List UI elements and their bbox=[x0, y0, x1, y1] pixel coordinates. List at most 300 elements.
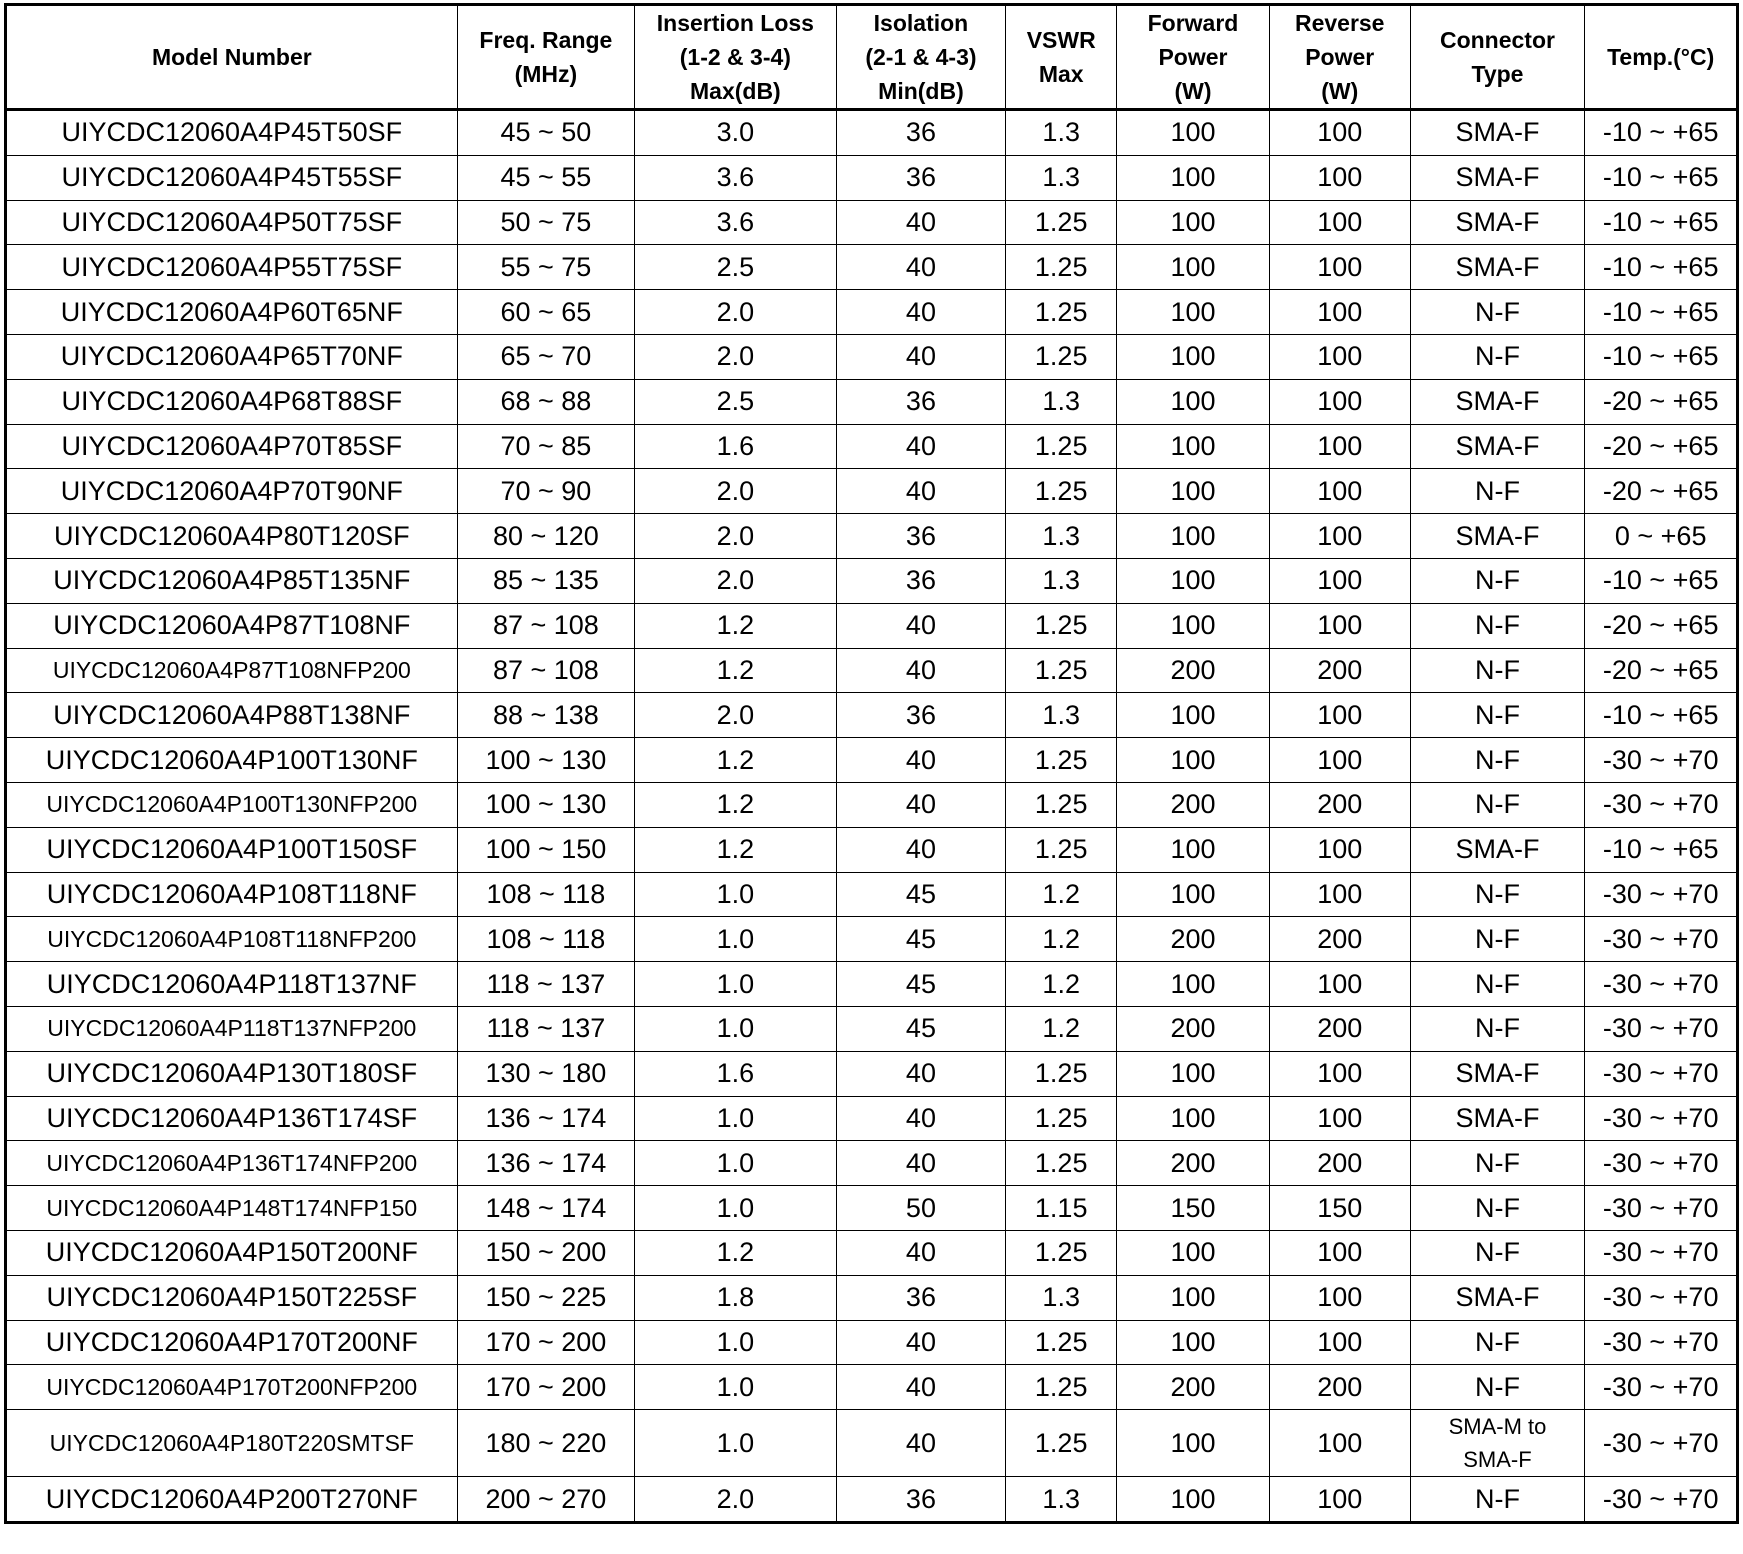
cell-temperature: -30 ~ +70 bbox=[1585, 738, 1738, 783]
cell-reverse-power: 200 bbox=[1269, 917, 1410, 962]
cell-reverse-power: 100 bbox=[1269, 962, 1410, 1007]
cell-forward-power: 200 bbox=[1117, 1141, 1270, 1186]
cell-temperature: -30 ~ +70 bbox=[1585, 917, 1738, 962]
cell-isolation: 45 bbox=[836, 1006, 1006, 1051]
header-line: (2-1 & 4-3) bbox=[865, 44, 977, 70]
cell-freq-range: 65 ~ 70 bbox=[457, 334, 634, 379]
cell-model-number: UIYCDC12060A4P136T174SF bbox=[6, 1096, 458, 1141]
cell-insertion-loss: 1.2 bbox=[635, 648, 837, 693]
cell-vswr: 1.25 bbox=[1006, 1230, 1117, 1275]
cell-reverse-power: 100 bbox=[1269, 1477, 1410, 1523]
cell-reverse-power: 100 bbox=[1269, 1051, 1410, 1096]
cell-reverse-power: 100 bbox=[1269, 1096, 1410, 1141]
cell-vswr: 1.2 bbox=[1006, 1006, 1117, 1051]
cell-model-number: UIYCDC12060A4P200T270NF bbox=[6, 1477, 458, 1523]
cell-temperature: -20 ~ +65 bbox=[1585, 379, 1738, 424]
cell-reverse-power: 100 bbox=[1269, 603, 1410, 648]
cell-forward-power: 100 bbox=[1117, 245, 1270, 290]
cell-forward-power: 100 bbox=[1117, 1275, 1270, 1320]
cell-connector-type: N-F bbox=[1410, 648, 1585, 693]
cell-vswr: 1.25 bbox=[1006, 603, 1117, 648]
cell-isolation: 40 bbox=[836, 1320, 1006, 1365]
cell-freq-range: 87 ~ 108 bbox=[457, 603, 634, 648]
cell-temperature: -30 ~ +70 bbox=[1585, 1477, 1738, 1523]
cell-vswr: 1.3 bbox=[1006, 558, 1117, 603]
cell-vswr: 1.3 bbox=[1006, 379, 1117, 424]
cell-model-number: UIYCDC12060A4P100T130NF bbox=[6, 738, 458, 783]
header-insertion-loss bbox=[635, 5, 837, 110]
cell-isolation: 40 bbox=[836, 782, 1006, 827]
cell-reverse-power: 100 bbox=[1269, 245, 1410, 290]
cell-forward-power: 100 bbox=[1117, 827, 1270, 872]
header-line: Insertion Loss bbox=[656, 10, 814, 36]
cell-reverse-power: 200 bbox=[1269, 1365, 1410, 1410]
cell-connector-type: SMA-F bbox=[1410, 155, 1585, 200]
cell-forward-power: 100 bbox=[1117, 514, 1270, 559]
cell-isolation: 40 bbox=[836, 1051, 1006, 1096]
cell-isolation: 40 bbox=[836, 1410, 1006, 1477]
cell-model-number: UIYCDC12060A4P87T108NFP200 bbox=[6, 648, 458, 693]
cell-vswr: 1.25 bbox=[1006, 827, 1117, 872]
cell-connector-type: N-F bbox=[1410, 917, 1585, 962]
cell-insertion-loss: 2.0 bbox=[635, 558, 837, 603]
table-row bbox=[6, 1320, 1738, 1365]
cell-vswr: 1.25 bbox=[1006, 469, 1117, 514]
cell-temperature: -20 ~ +65 bbox=[1585, 648, 1738, 693]
cell-isolation: 40 bbox=[836, 603, 1006, 648]
header-line: (1-2 & 3-4) bbox=[679, 44, 791, 70]
cell-isolation: 36 bbox=[836, 1477, 1006, 1523]
header-isolation bbox=[836, 5, 1006, 110]
cell-freq-range: 87 ~ 108 bbox=[457, 648, 634, 693]
cell-connector-type: SMA-F bbox=[1410, 827, 1585, 872]
cell-reverse-power: 100 bbox=[1269, 1230, 1410, 1275]
header-forward-power bbox=[1117, 5, 1270, 110]
cell-model-number: UIYCDC12060A4P108T118NFP200 bbox=[6, 917, 458, 962]
cell-connector-type: N-F bbox=[1410, 962, 1585, 1007]
cell-forward-power: 100 bbox=[1117, 693, 1270, 738]
table-row bbox=[6, 1477, 1738, 1523]
cell-temperature: -10 ~ +65 bbox=[1585, 290, 1738, 335]
cell-reverse-power: 100 bbox=[1269, 1275, 1410, 1320]
table-row bbox=[6, 1230, 1738, 1275]
cell-vswr: 1.25 bbox=[1006, 245, 1117, 290]
header-line: Reverse bbox=[1294, 10, 1385, 36]
cell-connector-type: SMA-F bbox=[1410, 110, 1585, 156]
table-row bbox=[6, 1186, 1738, 1231]
table-row bbox=[6, 469, 1738, 514]
table-row bbox=[6, 1365, 1738, 1410]
cell-insertion-loss: 2.0 bbox=[635, 290, 837, 335]
cell-forward-power: 150 bbox=[1117, 1186, 1270, 1231]
cell-forward-power: 100 bbox=[1117, 155, 1270, 200]
cell-temperature: -30 ~ +70 bbox=[1585, 782, 1738, 827]
cell-freq-range: 80 ~ 120 bbox=[457, 514, 634, 559]
cell-connector-type: N-F bbox=[1410, 469, 1585, 514]
cell-reverse-power: 100 bbox=[1269, 200, 1410, 245]
table-row bbox=[6, 962, 1738, 1007]
cell-temperature: -30 ~ +70 bbox=[1585, 1320, 1738, 1365]
cell-isolation: 40 bbox=[836, 738, 1006, 783]
cell-isolation: 40 bbox=[836, 648, 1006, 693]
cell-insertion-loss: 2.0 bbox=[635, 514, 837, 559]
cell-connector-type: N-F bbox=[1410, 1477, 1585, 1523]
cell-connector-type: SMA-F bbox=[1410, 1051, 1585, 1096]
cell-freq-range: 68 ~ 88 bbox=[457, 379, 634, 424]
cell-freq-range: 50 ~ 75 bbox=[457, 200, 634, 245]
cell-model-number: UIYCDC12060A4P85T135NF bbox=[6, 558, 458, 603]
cell-freq-range: 70 ~ 85 bbox=[457, 424, 634, 469]
cell-vswr: 1.3 bbox=[1006, 693, 1117, 738]
table-row bbox=[6, 155, 1738, 200]
cell-vswr: 1.3 bbox=[1006, 110, 1117, 156]
cell-isolation: 36 bbox=[836, 693, 1006, 738]
cell-model-number: UIYCDC12060A4P45T55SF bbox=[6, 155, 458, 200]
cell-vswr: 1.25 bbox=[1006, 424, 1117, 469]
cell-connector-type: SMA-F bbox=[1410, 245, 1585, 290]
cell-insertion-loss: 2.5 bbox=[635, 379, 837, 424]
cell-insertion-loss: 1.0 bbox=[635, 1365, 837, 1410]
table-row bbox=[6, 1141, 1738, 1186]
cell-model-number: UIYCDC12060A4P136T174NFP200 bbox=[6, 1141, 458, 1186]
cell-forward-power: 200 bbox=[1117, 917, 1270, 962]
cell-connector-type: N-F bbox=[1410, 1186, 1585, 1231]
cell-model-number: UIYCDC12060A4P108T118NF bbox=[6, 872, 458, 917]
cell-isolation: 40 bbox=[836, 424, 1006, 469]
cell-forward-power: 100 bbox=[1117, 1320, 1270, 1365]
cell-forward-power: 100 bbox=[1117, 1477, 1270, 1523]
cell-reverse-power: 100 bbox=[1269, 469, 1410, 514]
cell-temperature: -10 ~ +65 bbox=[1585, 245, 1738, 290]
table-row bbox=[6, 290, 1738, 335]
cell-temperature: -30 ~ +70 bbox=[1585, 1141, 1738, 1186]
cell-insertion-loss: 1.0 bbox=[635, 872, 837, 917]
cell-temperature: -10 ~ +65 bbox=[1585, 200, 1738, 245]
cell-freq-range: 100 ~ 150 bbox=[457, 827, 634, 872]
cell-temperature: -10 ~ +65 bbox=[1585, 155, 1738, 200]
cell-freq-range: 118 ~ 137 bbox=[457, 1006, 634, 1051]
cell-forward-power: 100 bbox=[1117, 1410, 1270, 1477]
cell-reverse-power: 100 bbox=[1269, 424, 1410, 469]
table-body bbox=[6, 110, 1738, 1523]
cell-vswr: 1.25 bbox=[1006, 1051, 1117, 1096]
spec-table bbox=[4, 3, 1739, 1524]
cell-freq-range: 60 ~ 65 bbox=[457, 290, 634, 335]
cell-freq-range: 150 ~ 200 bbox=[457, 1230, 634, 1275]
cell-temperature: -30 ~ +70 bbox=[1585, 1365, 1738, 1410]
cell-reverse-power: 100 bbox=[1269, 872, 1410, 917]
cell-insertion-loss: 1.6 bbox=[635, 424, 837, 469]
cell-temperature: -30 ~ +70 bbox=[1585, 1186, 1738, 1231]
cell-reverse-power: 100 bbox=[1269, 693, 1410, 738]
cell-insertion-loss: 2.0 bbox=[635, 693, 837, 738]
cell-forward-power: 100 bbox=[1117, 424, 1270, 469]
cell-reverse-power: 100 bbox=[1269, 1320, 1410, 1365]
cell-model-number: UIYCDC12060A4P100T130NFP200 bbox=[6, 782, 458, 827]
cell-freq-range: 108 ~ 118 bbox=[457, 872, 634, 917]
cell-forward-power: 100 bbox=[1117, 558, 1270, 603]
cell-insertion-loss: 1.2 bbox=[635, 738, 837, 783]
table-row bbox=[6, 872, 1738, 917]
cell-connector-type: SMA-F bbox=[1410, 424, 1585, 469]
cell-forward-power: 100 bbox=[1117, 290, 1270, 335]
cell-temperature: -10 ~ +65 bbox=[1585, 827, 1738, 872]
header-line: Model Number bbox=[151, 44, 312, 70]
cell-connector-type: N-F bbox=[1410, 1365, 1585, 1410]
cell-vswr: 1.3 bbox=[1006, 1477, 1117, 1523]
cell-isolation: 40 bbox=[836, 1141, 1006, 1186]
cell-model-number: UIYCDC12060A4P130T180SF bbox=[6, 1051, 458, 1096]
cell-isolation: 36 bbox=[836, 558, 1006, 603]
header-line: Max bbox=[1038, 61, 1084, 87]
cell-model-number: UIYCDC12060A4P68T88SF bbox=[6, 379, 458, 424]
table-row bbox=[6, 200, 1738, 245]
cell-isolation: 36 bbox=[836, 379, 1006, 424]
cell-freq-range: 45 ~ 50 bbox=[457, 110, 634, 156]
cell-reverse-power: 100 bbox=[1269, 155, 1410, 200]
cell-connector-type: N-F bbox=[1410, 1006, 1585, 1051]
cell-vswr: 1.25 bbox=[1006, 738, 1117, 783]
cell-freq-range: 130 ~ 180 bbox=[457, 1051, 634, 1096]
cell-model-number: UIYCDC12060A4P70T85SF bbox=[6, 424, 458, 469]
cell-reverse-power: 200 bbox=[1269, 648, 1410, 693]
cell-reverse-power: 100 bbox=[1269, 110, 1410, 156]
cell-forward-power: 100 bbox=[1117, 379, 1270, 424]
cell-connector-type: SMA-F bbox=[1410, 379, 1585, 424]
cell-forward-power: 100 bbox=[1117, 872, 1270, 917]
cell-reverse-power: 200 bbox=[1269, 782, 1410, 827]
cell-freq-range: 136 ~ 174 bbox=[457, 1096, 634, 1141]
cell-temperature: -20 ~ +65 bbox=[1585, 603, 1738, 648]
cell-model-number: UIYCDC12060A4P150T200NF bbox=[6, 1230, 458, 1275]
cell-forward-power: 200 bbox=[1117, 1006, 1270, 1051]
table-row bbox=[6, 514, 1738, 559]
cell-model-number: UIYCDC12060A4P60T65NF bbox=[6, 290, 458, 335]
cell-connector-type: N-F bbox=[1410, 603, 1585, 648]
header-line: Power bbox=[1158, 44, 1228, 70]
cell-temperature: -30 ~ +70 bbox=[1585, 1275, 1738, 1320]
cell-model-number: UIYCDC12060A4P45T50SF bbox=[6, 110, 458, 156]
cell-freq-range: 170 ~ 200 bbox=[457, 1320, 634, 1365]
cell-freq-range: 85 ~ 135 bbox=[457, 558, 634, 603]
cell-connector-type: N-F bbox=[1410, 693, 1585, 738]
cell-connector-type: SMA-F bbox=[1410, 514, 1585, 559]
cell-isolation: 40 bbox=[836, 469, 1006, 514]
cell-insertion-loss: 1.0 bbox=[635, 962, 837, 1007]
cell-forward-power: 200 bbox=[1117, 648, 1270, 693]
cell-temperature: -10 ~ +65 bbox=[1585, 693, 1738, 738]
cell-model-number: UIYCDC12060A4P170T200NF bbox=[6, 1320, 458, 1365]
table-row bbox=[6, 334, 1738, 379]
cell-insertion-loss: 1.0 bbox=[635, 1320, 837, 1365]
table-row bbox=[6, 693, 1738, 738]
cell-reverse-power: 100 bbox=[1269, 379, 1410, 424]
cell-freq-range: 170 ~ 200 bbox=[457, 1365, 634, 1410]
cell-connector-type: N-F bbox=[1410, 872, 1585, 917]
cell-forward-power: 100 bbox=[1117, 603, 1270, 648]
table-row bbox=[6, 424, 1738, 469]
cell-insertion-loss: 1.0 bbox=[635, 1410, 837, 1477]
cell-isolation: 40 bbox=[836, 334, 1006, 379]
cell-reverse-power: 100 bbox=[1269, 290, 1410, 335]
cell-isolation: 36 bbox=[836, 155, 1006, 200]
cell-vswr: 1.3 bbox=[1006, 1275, 1117, 1320]
cell-temperature: -30 ~ +70 bbox=[1585, 1051, 1738, 1096]
cell-forward-power: 200 bbox=[1117, 1365, 1270, 1410]
cell-freq-range: 70 ~ 90 bbox=[457, 469, 634, 514]
cell-temperature: -20 ~ +65 bbox=[1585, 469, 1738, 514]
cell-connector-type: N-F bbox=[1410, 782, 1585, 827]
cell-insertion-loss: 1.8 bbox=[635, 1275, 837, 1320]
cell-model-number: UIYCDC12060A4P100T150SF bbox=[6, 827, 458, 872]
cell-isolation: 45 bbox=[836, 917, 1006, 962]
header-line: VSWR bbox=[1026, 27, 1096, 53]
cell-isolation: 40 bbox=[836, 1230, 1006, 1275]
cell-connector-type: N-F bbox=[1410, 738, 1585, 783]
header-model-number bbox=[6, 5, 458, 110]
table-row bbox=[6, 1051, 1738, 1096]
cell-vswr: 1.2 bbox=[1006, 917, 1117, 962]
cell-insertion-loss: 1.2 bbox=[635, 827, 837, 872]
cell-insertion-loss: 2.5 bbox=[635, 245, 837, 290]
cell-freq-range: 100 ~ 130 bbox=[457, 782, 634, 827]
cell-insertion-loss: 1.2 bbox=[635, 782, 837, 827]
cell-reverse-power: 100 bbox=[1269, 827, 1410, 872]
cell-temperature: 0 ~ +65 bbox=[1585, 514, 1738, 559]
cell-vswr: 1.25 bbox=[1006, 334, 1117, 379]
cell-forward-power: 200 bbox=[1117, 782, 1270, 827]
cell-freq-range: 136 ~ 174 bbox=[457, 1141, 634, 1186]
cell-freq-range: 148 ~ 174 bbox=[457, 1186, 634, 1231]
cell-model-number: UIYCDC12060A4P80T120SF bbox=[6, 514, 458, 559]
cell-connector-type: SMA-F bbox=[1410, 200, 1585, 245]
cell-model-number: UIYCDC12060A4P55T75SF bbox=[6, 245, 458, 290]
cell-insertion-loss: 1.0 bbox=[635, 1141, 837, 1186]
header-line: (MHz) bbox=[514, 61, 578, 87]
table-row bbox=[6, 782, 1738, 827]
cell-model-number: UIYCDC12060A4P87T108NF bbox=[6, 603, 458, 648]
cell-connector-type: N-F bbox=[1410, 1141, 1585, 1186]
cell-vswr: 1.25 bbox=[1006, 782, 1117, 827]
cell-connector-type: N-F bbox=[1410, 290, 1585, 335]
cell-temperature: -30 ~ +70 bbox=[1585, 1096, 1738, 1141]
cell-connector-type: N-F bbox=[1410, 1230, 1585, 1275]
cell-isolation: 40 bbox=[836, 827, 1006, 872]
header-line: Power bbox=[1305, 44, 1375, 70]
cell-vswr: 1.3 bbox=[1006, 155, 1117, 200]
header-line: Temp.(°C) bbox=[1607, 44, 1715, 70]
table-row bbox=[6, 917, 1738, 962]
cell-connector-type: N-F bbox=[1410, 1320, 1585, 1365]
cell-isolation: 40 bbox=[836, 1365, 1006, 1410]
cell-connector-type: SMA-F bbox=[1410, 1096, 1585, 1141]
cell-reverse-power: 100 bbox=[1269, 738, 1410, 783]
header-line: Min(dB) bbox=[878, 78, 964, 104]
table-row bbox=[6, 245, 1738, 290]
table-row bbox=[6, 1410, 1738, 1477]
table-row bbox=[6, 1096, 1738, 1141]
cell-temperature: -10 ~ +65 bbox=[1585, 334, 1738, 379]
table-row bbox=[6, 603, 1738, 648]
header-vswr bbox=[1006, 5, 1117, 110]
cell-vswr: 1.25 bbox=[1006, 290, 1117, 335]
cell-forward-power: 100 bbox=[1117, 1230, 1270, 1275]
cell-connector-type: N-F bbox=[1410, 334, 1585, 379]
cell-vswr: 1.25 bbox=[1006, 648, 1117, 693]
cell-model-number: UIYCDC12060A4P148T174NFP150 bbox=[6, 1186, 458, 1231]
cell-insertion-loss: 3.6 bbox=[635, 200, 837, 245]
cell-temperature: -10 ~ +65 bbox=[1585, 110, 1738, 156]
cell-isolation: 40 bbox=[836, 1096, 1006, 1141]
cell-model-number: UIYCDC12060A4P180T220SMTSF bbox=[6, 1410, 458, 1477]
header-freq-range bbox=[457, 5, 634, 110]
header-line: Freq. Range bbox=[479, 27, 613, 53]
cell-forward-power: 100 bbox=[1117, 1051, 1270, 1096]
header-line: Forward bbox=[1147, 10, 1239, 36]
cell-freq-range: 150 ~ 225 bbox=[457, 1275, 634, 1320]
cell-insertion-loss: 1.2 bbox=[635, 1230, 837, 1275]
cell-isolation: 45 bbox=[836, 872, 1006, 917]
header-line: (W) bbox=[1321, 78, 1359, 104]
cell-isolation: 50 bbox=[836, 1186, 1006, 1231]
cell-model-number: UIYCDC12060A4P118T137NF bbox=[6, 962, 458, 1007]
cell-connector-type: SMA-F bbox=[1410, 1275, 1585, 1320]
cell-freq-range: 200 ~ 270 bbox=[457, 1477, 634, 1523]
cell-reverse-power: 100 bbox=[1269, 558, 1410, 603]
cell-vswr: 1.2 bbox=[1006, 962, 1117, 1007]
table-row bbox=[6, 110, 1738, 156]
cell-isolation: 40 bbox=[836, 245, 1006, 290]
header-line: Max(dB) bbox=[690, 78, 781, 104]
cell-model-number: UIYCDC12060A4P150T225SF bbox=[6, 1275, 458, 1320]
cell-freq-range: 55 ~ 75 bbox=[457, 245, 634, 290]
cell-reverse-power: 100 bbox=[1269, 514, 1410, 559]
cell-vswr: 1.25 bbox=[1006, 1096, 1117, 1141]
table-row bbox=[6, 558, 1738, 603]
header-reverse-power bbox=[1269, 5, 1410, 110]
cell-model-number: UIYCDC12060A4P70T90NF bbox=[6, 469, 458, 514]
cell-insertion-loss: 1.0 bbox=[635, 1006, 837, 1051]
table-row bbox=[6, 379, 1738, 424]
cell-connector-type: SMA-M to SMA-F bbox=[1410, 1410, 1585, 1477]
cell-forward-power: 100 bbox=[1117, 962, 1270, 1007]
cell-temperature: -30 ~ +70 bbox=[1585, 962, 1738, 1007]
cell-model-number: UIYCDC12060A4P170T200NFP200 bbox=[6, 1365, 458, 1410]
table-row bbox=[6, 738, 1738, 783]
cell-vswr: 1.25 bbox=[1006, 1141, 1117, 1186]
cell-model-number: UIYCDC12060A4P65T70NF bbox=[6, 334, 458, 379]
cell-vswr: 1.25 bbox=[1006, 1320, 1117, 1365]
table-row bbox=[6, 1275, 1738, 1320]
cell-forward-power: 100 bbox=[1117, 738, 1270, 783]
cell-insertion-loss: 1.0 bbox=[635, 1096, 837, 1141]
cell-insertion-loss: 2.0 bbox=[635, 1477, 837, 1523]
cell-isolation: 45 bbox=[836, 962, 1006, 1007]
cell-freq-range: 88 ~ 138 bbox=[457, 693, 634, 738]
header-line: Isolation bbox=[873, 10, 969, 36]
header-connector-type bbox=[1410, 5, 1585, 110]
cell-insertion-loss: 2.0 bbox=[635, 334, 837, 379]
cell-isolation: 36 bbox=[836, 110, 1006, 156]
header-line: Connector bbox=[1439, 27, 1555, 53]
cell-vswr: 1.25 bbox=[1006, 1410, 1117, 1477]
cell-isolation: 40 bbox=[836, 200, 1006, 245]
header-line: Type bbox=[1471, 61, 1524, 87]
cell-insertion-loss: 3.0 bbox=[635, 110, 837, 156]
cell-vswr: 1.15 bbox=[1006, 1186, 1117, 1231]
cell-isolation: 40 bbox=[836, 290, 1006, 335]
cell-forward-power: 100 bbox=[1117, 334, 1270, 379]
